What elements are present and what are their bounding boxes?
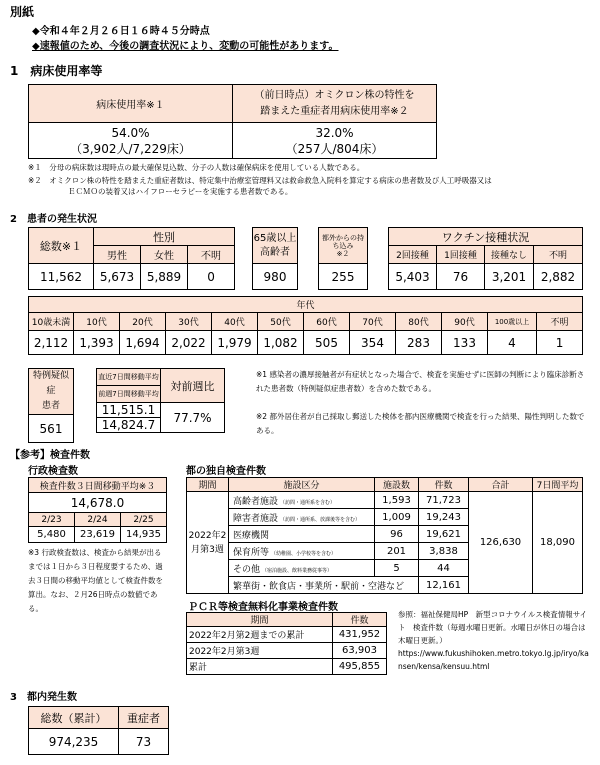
section-2-note-2: ※2 都外居住者が自己採取し郵送した検体を都内医療機関で検査を行った結果、陽性判明した数である。 bbox=[256, 412, 585, 435]
imported-table bbox=[318, 227, 368, 290]
age-group-value: 1 bbox=[537, 331, 583, 355]
section-2-note-1: ※1 感染者の濃厚接触者が有症状となった場合で、検査を実施せずに医師の判断により臨床診断された患者数（特例疑似症患者数）を含めた数である。 bbox=[256, 370, 585, 393]
section-2-heading: 2 患者の発生状況 bbox=[10, 214, 97, 225]
severe-value: 73 bbox=[119, 729, 169, 755]
section-1-note-1: ※１ 分母の病床数は現時点の最大確保見込数、分子の人数は確保病床を使用している人数である。 bbox=[28, 163, 365, 172]
pcr-note-text: 参照：福祉保健局HP 新型コロナウイルス検査情報サイト 検査件数（毎週水曜日更新。水曜日が休日の場合は木曜日更新。） bbox=[398, 610, 588, 645]
male-value: 5,673 bbox=[94, 264, 141, 290]
facility-name: 高齢者施設 bbox=[233, 496, 279, 507]
facility-name: 医療機関 bbox=[233, 530, 270, 541]
admin-value-2: 23,619 bbox=[75, 527, 121, 543]
own-test-7day-average: 18,090 bbox=[533, 492, 583, 594]
admin-test-average: 14,678.0 bbox=[29, 493, 167, 513]
age-group-value: 133 bbox=[442, 331, 488, 355]
cumulative-total-value: 974,235 bbox=[29, 729, 119, 755]
test-count: 44 bbox=[419, 560, 469, 577]
total-value: 11,562 bbox=[29, 264, 94, 290]
facility-category bbox=[229, 543, 375, 560]
age-group-header: 100歳以上 bbox=[488, 313, 537, 331]
age-group-header: 不明 bbox=[537, 313, 583, 331]
facility-category bbox=[229, 526, 375, 543]
admin-test-header: 検査件数３日間移動平均※３ bbox=[29, 478, 167, 493]
age-group-header: 80代 bbox=[396, 313, 442, 331]
facility-count: 1,593 bbox=[375, 492, 419, 509]
bed-usage-table bbox=[28, 84, 437, 159]
vacc-none-value: 3,201 bbox=[485, 264, 534, 290]
vacc-2dose-header: 2回接種 bbox=[389, 246, 437, 264]
age-group-value: 2,022 bbox=[166, 331, 212, 355]
age-group-header: 90代 bbox=[442, 313, 488, 331]
facility-subtext: （幼稚園、小学校等を含む） bbox=[271, 550, 337, 557]
sex-header: 性別 bbox=[94, 228, 235, 246]
facility-subtext: （宿泊施設、飲料業務従事等） bbox=[262, 567, 333, 574]
week-ratio-header: 対前週比 bbox=[161, 369, 225, 403]
facility-category bbox=[229, 509, 375, 526]
age-group-value: 1,082 bbox=[258, 331, 304, 355]
sex-unknown-value: 0 bbox=[188, 264, 235, 290]
sex-unknown-header: 不明 bbox=[188, 246, 235, 264]
facility-subtext: （訪問・通所系を含む） bbox=[280, 499, 336, 506]
test-count: 19,621 bbox=[419, 526, 469, 543]
age-group-value: 1,694 bbox=[120, 331, 166, 355]
test-count: 19,243 bbox=[419, 509, 469, 526]
age-group-header: 20代 bbox=[120, 313, 166, 331]
own-tests-header: 件数 bbox=[419, 478, 469, 492]
severe-header: 重症者 bbox=[119, 707, 169, 729]
patients-sex-table bbox=[28, 227, 235, 290]
notice: ◆速報値のため、今後の調査状況により、変動の可能性があります。 bbox=[32, 41, 339, 52]
admin-date-2: 2/24 bbox=[75, 513, 121, 527]
age-group-header: 40代 bbox=[212, 313, 258, 331]
document-label: 別紙 bbox=[10, 5, 35, 19]
female-value: 5,889 bbox=[141, 264, 188, 290]
pcr-period-header: 期間 bbox=[187, 613, 333, 627]
age-group-value: 1,393 bbox=[74, 331, 120, 355]
reference-heading: 【参考】検査件数 bbox=[10, 450, 90, 461]
age-table bbox=[28, 296, 583, 355]
prior-week-avg-value: 14,824.7 bbox=[97, 418, 161, 433]
admin-date-1: 2/23 bbox=[29, 513, 75, 527]
pcr-row-period: 2022年2月第2週までの累計 bbox=[187, 627, 333, 643]
female-header: 女性 bbox=[141, 246, 188, 264]
elderly-table bbox=[252, 227, 298, 290]
pcr-url[interactable]: https://www.fukushihoken.metro.tokyo.lg.jp/iryo/kansen/kensa/kensuu.html bbox=[398, 649, 589, 671]
own-test-table bbox=[186, 477, 583, 594]
age-group-header: 10代 bbox=[74, 313, 120, 331]
age-group-value: 4 bbox=[488, 331, 537, 355]
age-group-header: 10歳未満 bbox=[29, 313, 74, 331]
own-facility-header: 施設区分 bbox=[229, 478, 375, 492]
test-count: 12,161 bbox=[419, 577, 469, 594]
test-count: 71,723 bbox=[419, 492, 469, 509]
recent-week-avg-header: 直近7日間移動平均 bbox=[97, 369, 161, 386]
pcr-row-period: 累計 bbox=[187, 659, 333, 675]
pcr-row-count: 63,903 bbox=[333, 643, 387, 659]
own-total-header: 合計 bbox=[469, 478, 533, 492]
age-header: 年代 bbox=[29, 297, 583, 313]
suspected-table bbox=[28, 368, 74, 443]
elderly-header: 65歳以上 高齢者 bbox=[253, 228, 298, 264]
male-header: 男性 bbox=[94, 246, 141, 264]
admin-date-3: 2/25 bbox=[121, 513, 167, 527]
prior-week-avg-header: 前週7日間移動平均 bbox=[97, 386, 161, 403]
own-count-header: 施設数 bbox=[375, 478, 419, 492]
facility-name: その他 bbox=[233, 564, 261, 575]
elderly-value: 980 bbox=[253, 264, 298, 290]
admin-test-note: ※3 行政検査数は、検査から結果が出るまでは１日から３日程度要するため、過去３日間の移動平均値として検査件数を算出。なお、２月26日時点の数値である。 bbox=[28, 548, 163, 613]
section-3-heading: 3 都内発生数 bbox=[10, 692, 77, 703]
severe-bed-usage-value: 32.0% （257人/804床） bbox=[233, 123, 437, 159]
cumulative-total-header: 総数（累計） bbox=[29, 707, 119, 729]
own-avg-header: 7日間平均 bbox=[533, 478, 583, 492]
age-group-value: 354 bbox=[350, 331, 396, 355]
suspected-header: 特例疑似症 患者 bbox=[29, 369, 74, 415]
pcr-title: ＰＣＲ等検査無料化事業検査件数 bbox=[188, 602, 338, 613]
facility-name: 繁華街・飲食店・事業所・駅前・空港など bbox=[233, 581, 405, 592]
vacc-1dose-value: 76 bbox=[437, 264, 485, 290]
facility-count: 5 bbox=[375, 560, 419, 577]
facility-name: 保育所等 bbox=[233, 547, 270, 558]
pcr-row-count: 495,855 bbox=[333, 659, 387, 675]
facility-category bbox=[229, 492, 375, 509]
severe-bed-usage-header: （前日時点）オミクロン株の特性を 踏まえた重症者用病床使用率※２ bbox=[233, 85, 437, 123]
facility-count: 96 bbox=[375, 526, 419, 543]
admin-value-3: 14,935 bbox=[121, 527, 167, 543]
age-group-header: 50代 bbox=[258, 313, 304, 331]
age-group-value: 283 bbox=[396, 331, 442, 355]
admin-test-table bbox=[28, 477, 167, 543]
age-group-value: 2,112 bbox=[29, 331, 74, 355]
age-group-value: 505 bbox=[304, 331, 350, 355]
own-period-value: 2022年2 月第3週 bbox=[187, 492, 229, 594]
own-test-total: 126,630 bbox=[469, 492, 533, 594]
recent-week-avg-value: 11,515.1 bbox=[97, 403, 161, 418]
facility-subtext: （訪問・通所系、放課後等を含む） bbox=[280, 516, 361, 523]
week-ratio-value: 77.7% bbox=[161, 403, 225, 433]
bed-usage-value: 54.0% （3,902人/7,229床） bbox=[29, 123, 233, 159]
section-1-note-2a: ※２ オミクロン株の特性を踏まえた重症者数は、特定集中治療室管理料又は救命救急入院料を算定する病床の患者数及び人工呼吸器又は bbox=[28, 176, 492, 185]
vaccination-table bbox=[388, 227, 583, 290]
vacc-unknown-header: 不明 bbox=[534, 246, 583, 264]
vacc-none-header: 接種なし bbox=[485, 246, 534, 264]
vaccination-header: ワクチン接種状況 bbox=[389, 228, 583, 246]
weekly-average-table bbox=[96, 368, 225, 433]
facility-name: 障害者施設 bbox=[233, 513, 279, 524]
admin-test-title: 行政検査数 bbox=[28, 466, 78, 477]
section-1-heading: 1 病床使用率等 bbox=[10, 64, 103, 78]
pcr-reference-note bbox=[398, 608, 590, 673]
total-header: 総数※１ bbox=[29, 228, 94, 264]
cumulative-table bbox=[28, 706, 169, 755]
facility-count: 1,009 bbox=[375, 509, 419, 526]
suspected-value: 561 bbox=[29, 415, 74, 443]
section-1-note-2b: ＥＣＭＯの装着又はハイフローセラピーを実施する患者数である。 bbox=[68, 187, 293, 196]
own-test-title: 都の独自検査件数 bbox=[186, 466, 266, 477]
vacc-unknown-value: 2,882 bbox=[534, 264, 583, 290]
imported-header: 都外からの持 ち込み ※２ bbox=[319, 228, 368, 264]
age-group-header: 70代 bbox=[350, 313, 396, 331]
facility-category bbox=[229, 577, 419, 594]
vacc-2dose-value: 5,403 bbox=[389, 264, 437, 290]
facility-count: 201 bbox=[375, 543, 419, 560]
timestamp: ◆令和４年２月２６日１６時４５分時点 bbox=[32, 26, 210, 37]
facility-category bbox=[229, 560, 375, 577]
own-period-header: 期間 bbox=[187, 478, 229, 492]
admin-value-1: 5,480 bbox=[29, 527, 75, 543]
imported-value: 255 bbox=[319, 264, 368, 290]
age-group-header: 30代 bbox=[166, 313, 212, 331]
test-count: 3,838 bbox=[419, 543, 469, 560]
vacc-1dose-header: 1回接種 bbox=[437, 246, 485, 264]
pcr-count-header: 件数 bbox=[333, 613, 387, 627]
age-group-value: 1,979 bbox=[212, 331, 258, 355]
pcr-row-count: 431,952 bbox=[333, 627, 387, 643]
age-group-header: 60代 bbox=[304, 313, 350, 331]
bed-usage-header: 病床使用率※１ bbox=[29, 85, 233, 123]
pcr-row-period: 2022年2月第3週 bbox=[187, 643, 333, 659]
pcr-table bbox=[186, 612, 387, 675]
